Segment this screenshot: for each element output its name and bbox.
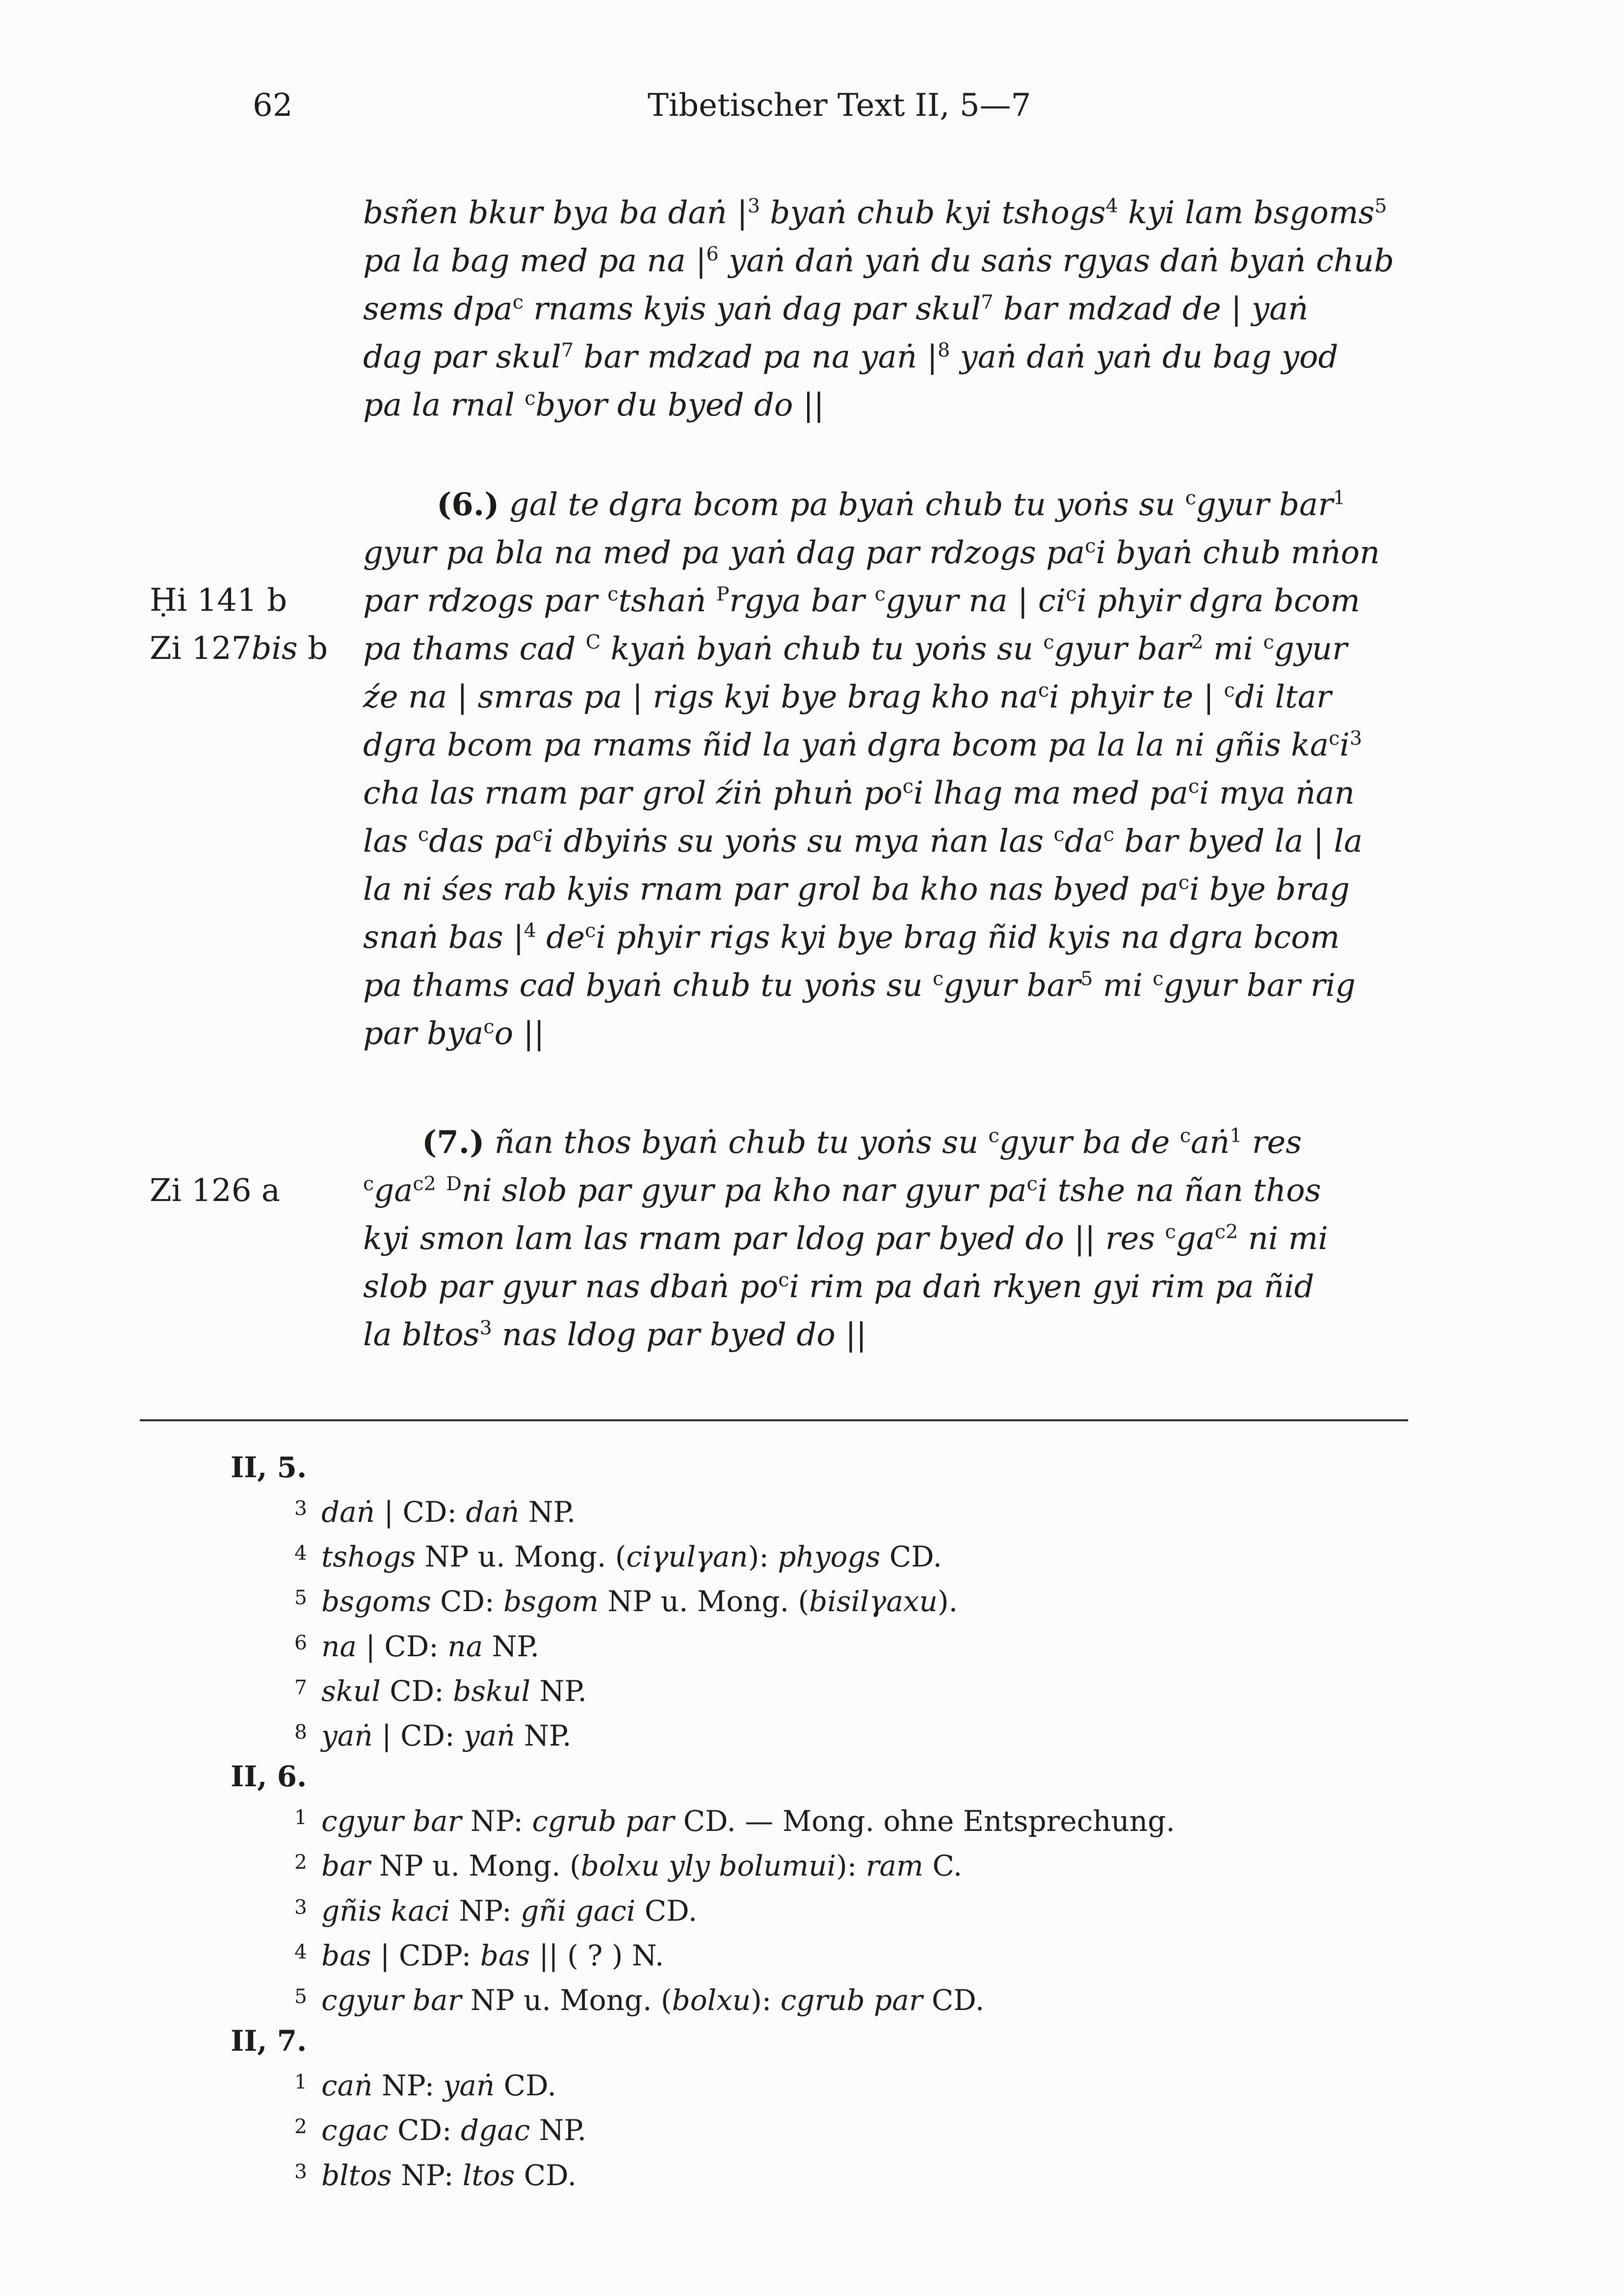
note-group-title: II, 6. [231, 1760, 307, 1794]
text-line: dag par skul$^7$ bar mdzad pa na yaṅ $|^8$ yaṅ daṅ yaṅ du bag yod [363, 339, 1338, 375]
footnote: 2 bar NP u. Mong. (bolxu yly bolumui): ram C. [294, 1849, 963, 1883]
footnote: 5 bsgoms CD: bsgom NP u. Mong. (bisilγaxu). [294, 1585, 958, 1618]
running-title: Tibetischer Text II, 5—7 [648, 87, 1031, 124]
text-line: (7.) ñan thos byaṅ chub tu yoṅs su $^c$gyur ba de $^c$aṅ$^1$ res [422, 1124, 1302, 1161]
text-line: pa la bag med pa na $|^6$ yaṅ daṅ yaṅ du saṅs rgyas daṅ byaṅ chub [363, 243, 1394, 279]
text-line: bsñen bkur bya ba daṅ $|^3$ byaṅ chub kyi tshogs$^4$ kyi lam bsgoms$^5$ [363, 195, 1387, 231]
page-number: 62 [253, 87, 293, 124]
paragraph-5 [363, 189, 1433, 429]
text-line: źe na | smras pa | rigs kyi bye brag kho $na^ci$ phyir te | $^c$di ltar [363, 679, 1332, 715]
margin-ref-hi-141b: Ḥi 141 b [150, 582, 288, 619]
note-group-title: II, 7. [231, 2024, 307, 2058]
text-line: slob par gyur nas dbaṅ $po^ci$ rim pa daṅ rkyen gyi rim pa ñid [363, 1269, 1314, 1305]
paragraph-number: (7.) [422, 1124, 485, 1161]
margin-ref-zi-126a: Zi 126 a [150, 1173, 280, 1209]
text-line: (6.) gal te dgra bcom pa byaṅ chub tu yoṅs su $^c$gyur bar$^1$ [437, 486, 1346, 523]
footnote-separator [140, 1419, 1408, 1421]
footnote: 3 bltos NP: ltos CD. [294, 2158, 577, 2192]
text-line: snaṅ bas $|^4$ $de^ci$ phyir rigs kyi bye brag ñid kyis na dgra bcom [363, 919, 1340, 956]
text-line: par bya$^c$o || [363, 1016, 545, 1052]
text-line: la bltos$^3$ nas ldog par byed do || [363, 1317, 867, 1353]
paragraph-number: (6.) [437, 486, 499, 523]
footnote: 1 caṅ NP: yaṅ CD. [294, 2069, 556, 2103]
text-line: gyur pa bla na med pa yaṅ dag par rdzogs $pa^ci$ byaṅ chub mṅon [363, 535, 1380, 571]
note-group-title: II, 5. [231, 1451, 307, 1484]
footnote: 8 yaṅ | CD: yaṅ NP. [294, 1719, 572, 1753]
footnote: 6 na | CD: na NP. [294, 1629, 540, 1663]
text-line: par rdzogs par $^c$tshaṅ $^P$rgya bar $^c$gyur na | $ci^ci$ phyir dgra bcom [363, 583, 1361, 619]
text-line: pa la rnal $^c$byor du byed do || [363, 387, 824, 423]
text-line: $^cga^{c2}$ $^D$ni slob par gyur pa kho nar gyur $pa^ci$ tshe na ñan thos [363, 1173, 1321, 1209]
text-line: cha las rnam par grol źiṅ phuṅ $po^ci$ lhag ma med $pa^ci$ mya ṅan [363, 775, 1355, 811]
footnotes [231, 1447, 1175, 2196]
text-line: kyi smon lam las rnam par ldog par byed do || res $^cga^{c2}$ ni mi [363, 1221, 1328, 1257]
text-line: la ni śes rab kyis rnam par grol ba kho nas byed $pa^ci$ bye brag [363, 871, 1350, 908]
footnote: 1 cgyur bar NP: cgrub par CD. — Mong. ohne Entsprechung. [294, 1804, 1175, 1838]
paragraph-7 [363, 1119, 1433, 1359]
text-line: sems dpa$^c$ rnams kyis yaṅ dag par skul$^7$ bar mdzad de | yaṅ [363, 291, 1309, 327]
text-line: pa thams cad byaṅ chub tu yoṅs su $^c$gyur bar$^5$ mi $^c$gyur bar rig [363, 967, 1356, 1004]
paragraph-6 [363, 481, 1433, 1058]
footnote: 4 bas | CDP: bas || ( ? ) N. [294, 1939, 664, 1973]
margin-ref-zi-127bis: Zi 127bis b [150, 630, 328, 667]
footnote: 3 gñis kaci NP: gñi gaci CD. [294, 1894, 698, 1928]
text-line: dgra bcom pa rnams ñid la yaṅ dgra bcom pa la la ni gñis $ka^ci^3$ [363, 727, 1362, 763]
footnote: 3 daṅ | CD: daṅ NP. [294, 1495, 576, 1529]
footnote: 4 tshogs NP u. Mong. (ciγulγan): phyogs CD. [294, 1540, 942, 1574]
footnote: 7 skul CD: bskul NP. [294, 1674, 587, 1708]
footnote: 5 cgyur bar NP u. Mong. (bolxu): cgrub par CD. [294, 1983, 985, 2017]
footnote: 2 cgac CD: dgac NP. [294, 2113, 587, 2147]
text-line: las $^c$das $pa^ci$ dbyiṅs su yoṅs su mya ṅan las $^cda^c$ bar byed la | la [363, 823, 1363, 860]
text-line: pa thams cad $^C$ kyaṅ byaṅ chub tu yoṅs su $^c$gyur bar$^2$ mi $^c$gyur [363, 631, 1347, 667]
